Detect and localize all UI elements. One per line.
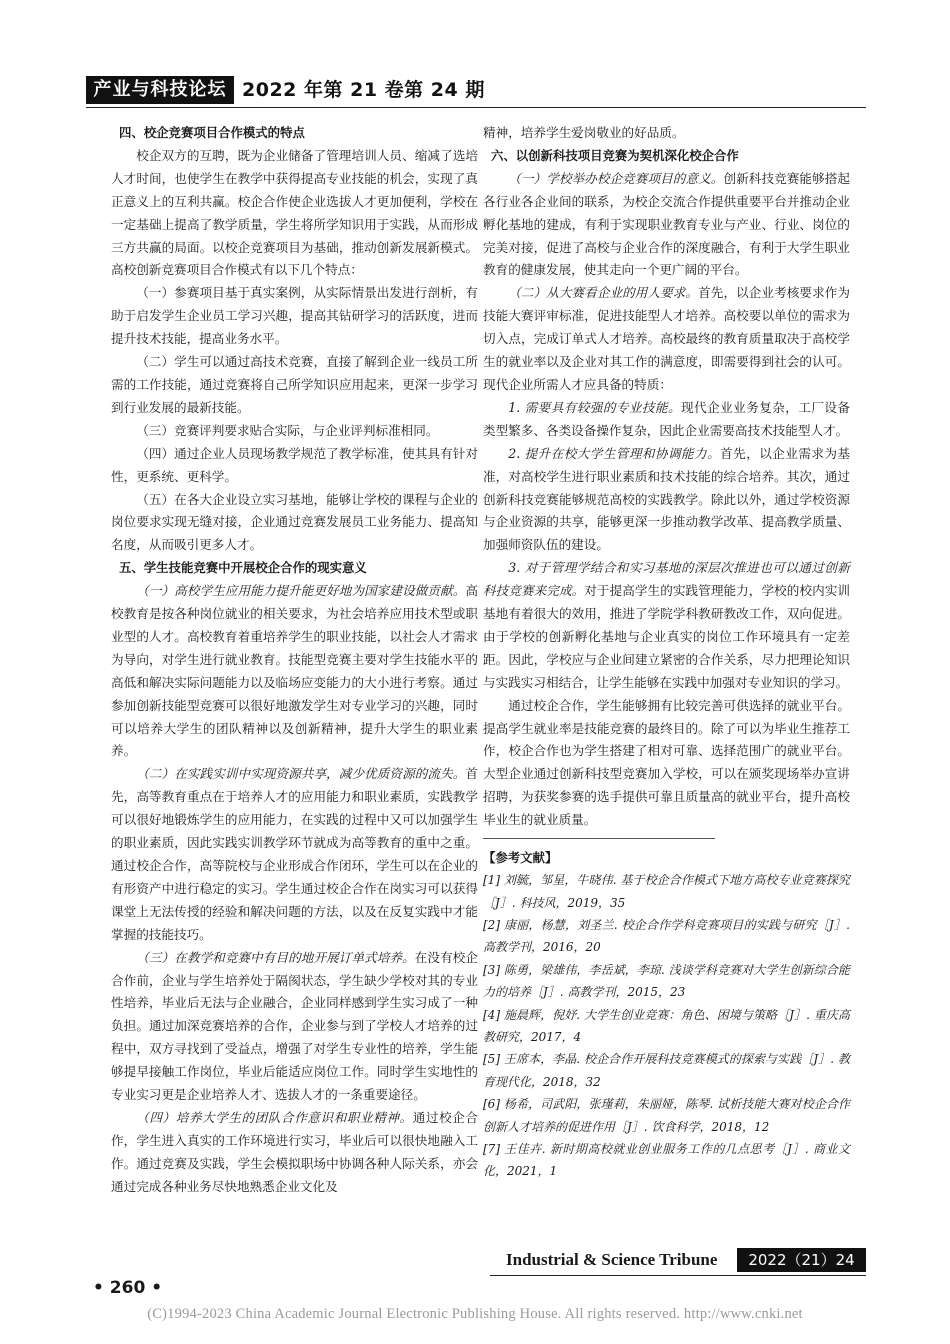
section-heading-6: 六、以创新科技项目竞赛为契机深化校企合作 [491, 147, 739, 163]
paragraph [483, 397, 850, 443]
paragraph-lead: 2. 提升在校大学生管理和协调能力。 [508, 445, 721, 461]
left-column [111, 122, 478, 1199]
paragraph-lead: （四）培养大学生的团队合作意识和职业精神。 [136, 1109, 413, 1125]
paragraph [111, 580, 478, 763]
footer-rule [490, 1275, 866, 1276]
page-number: • 260 • [93, 1278, 163, 1298]
copyright-watermark: (C)1994-2023 China Academic Journal Electronic Publishing House. All rights reserved. http://www.cnki.net [147, 1306, 803, 1322]
paragraph: （二）学生可以通过高技术竞赛，直接了解到企业一线员工所需的工作技能，通过竞赛将自己所学知识应用起来，更深一步学习到行业发展的最新技能。 [111, 354, 478, 415]
reference-item: [4] 施晨辉，倪妤. 大学生创业竞赛：角色、困境与策略［J］. 重庆高教研究，2017，4 [483, 1007, 850, 1044]
paragraph-lead: （三）在教学和竞赛中有目的地开展订单式培养。 [136, 949, 415, 965]
paragraph-body: 对于提高学生的实践管理能力，学校的校内实训基地有着很大的效用，推进了学院学科教研教改工作，双向促进。由于学校的创新孵化基地与企业真实的岗位工作环境具有一定差距。因此，学校应与企业间建立紧密的合作关系，尽力把理论知识与实践实习相结合，让学生能够在实践中加强对专业知识的学习。 [483, 583, 851, 690]
paragraph-lead: 1. 需要具有较强的专业技能。 [508, 399, 682, 415]
paragraph [111, 1107, 478, 1199]
reference-item: [2] 康丽，杨慧，刘圣兰. 校企合作学科竞赛项目的实践与研究［J］. 高教学刊，2016，20 [483, 917, 850, 955]
reference-item: [5] 王席本，李晶. 校企合作开展科技竞赛模式的探索与实践［J］. 教育现代化，2018，32 [483, 1052, 850, 1089]
paragraph-body: 在没有校企合作前，企业与学生培养处于隔阂状态，学生缺少学校对其的专业性培养，毕业后无法与企业融合，企业同样感到学生实习成了一种负担。通过加深竞赛培养的合作，企业参与到了学校人才培养的过程中，双方寻找到了受益点，增强了对学生专业性的培养，学生能够提早接触工作岗位，毕业后能适应岗位工作。同时学生实地性的专业实习更是企业培养人才、选拔人才的一条重要途径。 [111, 949, 479, 1103]
references-title: 【参考文献】 [483, 850, 558, 866]
paragraph [111, 763, 478, 946]
paragraph-lead: （二）从大赛看企业的用人要求。 [508, 285, 699, 301]
paragraph [483, 282, 850, 397]
paragraph: （一）参赛项目基于真实案例，从实际情景出发进行剖析，有助于启发学生企业员工学习兴趣，提高其钻研学习的活跃度，进而提升技术技能，提高业务水平。 [111, 285, 478, 347]
paragraph [111, 947, 478, 1107]
paragraph-body: 创新科技竞赛能够搭起各行业各企业间的联系，为校企交流合作提供重要平台并推动企业孵化基地的建成，有利于实现职业教育专业与产业、行业、岗位的完美对接，促进了高校与企业合作的深度融合，有利于大学生职业教育的健康发展，使其走向一个更广阔的平台。 [483, 170, 851, 278]
section-heading-4: 四、校企竞赛项目合作模式的特点 [119, 125, 305, 140]
paragraph-lead: （一）学校举办校企竞赛项目的意义。 [508, 170, 724, 186]
footer-journal-name: Industrial & Science Tribune [506, 1250, 718, 1269]
paragraph [483, 557, 850, 694]
paragraph-body: 高校教育是按各种岗位就业的相关要求，为社会培养应用技术型或职业型的人才。高校教育着重培养学生的职业技能，以社会人才需求为导向，对学生进行就业教育。技能型竞赛主要对学生技能水平的高低和解决实际问题能力以及临场应变能力的大小进行考察。通过参加创新技能型竞赛可以很好地激发学生对专业学习的兴趣，同时可以培养大学生的团队精神以及创新精神，提升大学生的职业素养。 [111, 583, 478, 759]
section-heading-5: 五、学生技能竞赛中开展校企合作的现实意义 [119, 560, 367, 576]
reference-item: [7] 王佳卉. 新时期高校就业创业服务工作的几点思考［J］. 商业文化，2021，1 [483, 1141, 850, 1179]
paragraph-body: 现代企业业务复杂，工厂设备类型繁多、各类设备操作复杂，因此企业需要高技术技能型人才。 [483, 399, 850, 438]
running-header [86, 76, 866, 106]
paragraph-body: 首先，高等教育重点在于培养人才的应用能力和职业素质，实践教学可以很好地锻炼学生的应用能力，在实践的过程中又可以加强学生的职业素质，因此实践实训教学环节就成为高等教育的重中之重。通过校企合作，高等院校与企业形成合作闭环，学生可以在企业的有形资产中进行稳定的实习。学生通过校企合作在岗实习可以获得课堂上无法传授的经验和解决问题的方法，以及在反复实践中才能掌握的技能技巧。 [111, 766, 478, 942]
paragraph: （四）通过企业人员现场教学规范了教学标准，使其具有针对性，更系统、更科学。 [111, 445, 478, 484]
paragraph-lead: （一）高校学生应用能力提升能更好地为国家建设做贡献。 [136, 583, 466, 599]
paragraph: 精神，培养学生爱岗敬业的好品质。 [483, 125, 685, 140]
paragraph: （三）竞赛评判要求贴合实际，与企业评判标准相同。 [136, 422, 439, 438]
issue-label: 2022 年第 21 卷第 24 期 [242, 79, 485, 101]
paragraph-body: 首先，以企业需求为基准，对高校学生进行职业素质和技术技能的综合培养。其次，通过创新科技竞赛能够规范高校的实践教学。除此以外，通过学校资源与企业资源的共享，能够更深一步推动教学改革、提高教学质量、加强师资队伍的建设。 [483, 445, 850, 553]
paragraph-body: 首先，以企业考核要求作为技能大赛评审标准，促进技能型人才培养。高校要以单位的需求为切入点，完成订单式人才培养。高校最终的教育质量取决于高校学生的就业率以及企业对其工作的满意度，即需要得到社会的认可。现代企业所需人才应具备的特质： [483, 285, 851, 392]
paragraph: 通过校企合作，学生能够拥有比较完善可供选择的就业平台。提高学生就业率是技能竞赛的最终目的。除了可以为毕业生推荐工作，校企合作也为学生搭建了相对可靠、选择范围广的就业平台。大型企业通过创新科技型竞赛加入学校，可以在颁奖现场举办宣讲招聘，为获奖参赛的选手提供可靠且质量高的就业平台，提升高校毕业生的就业质量。 [483, 697, 850, 828]
paragraph [483, 443, 850, 558]
references-divider [483, 838, 715, 839]
paragraph-lead: 3. 对于管理学结合和实习基地的深层次推进也可以通过创新科技竞赛来完成。 [483, 560, 850, 599]
reference-item: [6] 杨希，司武阳，张瑾莉，朱丽娅，陈琴. 试析技能大赛对校企合作创新人才培养的促进作用［J］. 饮食科学，2018，12 [483, 1097, 850, 1134]
paragraph [483, 168, 850, 283]
reference-item: [3] 陈勇，梁雄伟，李岳斌，李琼. 浅谈学科竞赛对大学生创新综合能力的培养［J］. 高教学刊，2015，23 [483, 962, 850, 1000]
paragraph-body: 通过校企合作，学生进入真实的工作环境进行实习，毕业后可以很快地融入工作。通过竞赛及实践，学生会模拟职场中协调各种人际关系，亦会通过完成各种业务尽快地熟悉企业文化及 [111, 1109, 479, 1194]
right-column [483, 122, 850, 1183]
paragraph-lead: （二）在实践实训中实现资源共享，减少优质资源的流失。 [136, 766, 466, 782]
journal-brand: 产业与科技论坛 [86, 76, 234, 104]
reference-item: [1] 刘毓，邹星，牛晓伟. 基于校企合作模式下地方高校专业竞赛探究［J］. 科技风，2019，35 [483, 873, 850, 910]
paragraph: 校企双方的互聘，既为企业储备了管理培训人员、缩减了选培人才时间，也使学生在教学中获得提高专业技能的机会，实现了真正意义上的互利共赢。校企合作使企业选拔人才更加便利，学校在一定基础上提高了教学质量，学生将所学知识用于实践，从而形成三方共赢的局面。以校企竞赛项目为基础，推动创新发展新模式。高校创新竞赛项目合作模式有以下几个特点： [111, 147, 478, 278]
footer-issue-badge: 2022（21）24 [737, 1248, 866, 1272]
paragraph: （五）在各大企业设立实习基地，能够让学校的课程与企业的岗位要求实现无缝对接，企业通过竞赛发展员工业务能力、提高知名度，从而吸引更多人才。 [111, 491, 478, 553]
header-rule [86, 107, 866, 108]
